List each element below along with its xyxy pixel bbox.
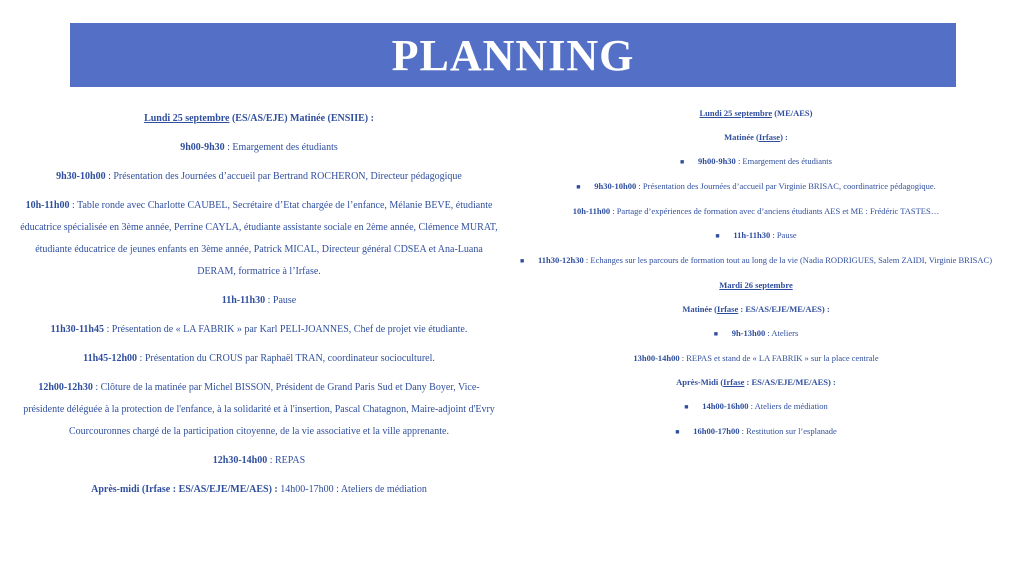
item-time: 11h-11h30 (221, 295, 266, 306)
bullet-icon: ■ (684, 403, 689, 411)
item-time: 12h00-12h30 (38, 382, 93, 393)
item-time: 9h30-10h00 (594, 181, 637, 191)
schedule-item (500, 226, 1012, 245)
item-time: 13h00-14h00 (633, 353, 680, 363)
item-text: : Clôture de la matinée par Michel BISSON, Président de Grand Paris Sud et Dany Boyer, Vice-présidente déléguée à la protection de l'enfance, à la solidarité et à l'insertion, Pascal Chatagnon, Maire-adjoint d'Evry Courcouronnes chargé de la participation citoyenne, de la vie associative et la ville apprenante. (23, 382, 495, 437)
session-label: Matinée ( (682, 304, 718, 314)
item-time: 9h-13h00 (731, 328, 766, 338)
schedule-item (500, 397, 1012, 416)
session-label: Matinée ( (724, 132, 759, 142)
schedule-item (500, 152, 1012, 171)
item-time: 11h30-11h45 (50, 324, 104, 335)
title-banner (70, 23, 956, 87)
left-day-detail: (ES/AS/EJE) Matinée (ENSIIE) : (229, 113, 374, 124)
item-text: : Présentation des Journées d’accueil par Virginie BRISAC, coordinatrice pédagogique. (636, 181, 936, 191)
day2-heading: Mardi 26 septembre (719, 280, 793, 290)
bullet-icon: ■ (675, 428, 680, 436)
right-day-date: Lundi 25 septembre (699, 108, 773, 118)
bullet-icon: ■ (576, 183, 581, 191)
item-text: : Pause (770, 230, 797, 240)
item-text: : Partage d’expériences de formation avec d’anciens étudiants AES et ME : Frédéric TASTES… (610, 206, 940, 216)
item-text: : Pause (265, 295, 297, 306)
schedule-item (20, 450, 498, 472)
schedule-item (20, 377, 498, 443)
schedule-item (500, 349, 1012, 367)
item-text: : Présentation des Journées d’accueil par Bertrand ROCHERON, Directeur pédagogique (105, 171, 462, 182)
item-text: : Présentation de « LA FABRIK » par Karl PELI-JOANNES, Chef de projet vie étudiante. (104, 324, 468, 335)
item-time: 9h00-9h30 (180, 142, 225, 153)
right-day-heading (500, 104, 1012, 122)
item-time: 11h45-12h00 (83, 353, 138, 364)
session-place: Irfase (723, 377, 745, 387)
item-text: : Table ronde avec Charlotte CAUBEL, Secrétaire d’Etat chargée de l’enfance, Mélanie BEVE, étudiante éducatrice spécialisée en 3ème année, Perrine CAYLA, étudiante assistante sociale en 2ème année, Clémence MURAT, étudiante éducatrice de jeunes enfants en 3ème année, Patrick MICAL, Directeur général CDSEA et Ana-Luana DERAM, formatrice à l’Irfase. (20, 200, 498, 277)
schedule-item (500, 422, 1012, 441)
item-time: 14h00-16h00 (702, 401, 749, 411)
schedule-item (20, 195, 498, 283)
schedule-item (20, 290, 498, 312)
schedule-item (20, 166, 498, 188)
session-heading (500, 373, 1012, 391)
session-suffix: ) : (780, 132, 788, 142)
right-day-detail: (ME/AES) (772, 108, 813, 118)
page-title: PLANNING (391, 30, 635, 80)
session-label: Après-Midi ( (676, 377, 724, 387)
item-text: : REPAS et stand de « LA FABRIK » sur la place centrale (679, 353, 879, 363)
item-time: 12h30-14h00 (212, 455, 268, 466)
item-time: 11h-11h30 (733, 230, 771, 240)
item-time: Après-midi (Irfase : ES/AS/EJE/ME/AES) : (91, 484, 278, 495)
session-suffix: : ES/AS/EJE/ME/AES) : (738, 304, 830, 314)
schedule-item (20, 137, 498, 159)
item-time: 10h-11h00 (572, 206, 611, 216)
schedule-item (20, 319, 498, 341)
session-suffix: : ES/AS/EJE/ME/AES) : (744, 377, 836, 387)
schedule-item (20, 348, 498, 370)
bullet-icon: ■ (519, 257, 525, 265)
left-day-date: Lundi 25 septembre (144, 113, 230, 124)
bullet-icon: ■ (715, 232, 720, 240)
bullet-icon: ■ (680, 158, 685, 166)
schedule-item (500, 202, 1012, 220)
item-text: : Restitution sur l’esplanade (739, 426, 837, 436)
schedule-item (500, 324, 1012, 343)
schedule-item (500, 177, 1012, 196)
schedule-item (500, 251, 1012, 270)
item-text: : Emargement des étudiants (224, 142, 338, 153)
session-place: Irfase (717, 304, 739, 314)
item-time: 9h00-9h30 (698, 156, 736, 166)
item-text: 14h00-17h00 : Ateliers de médiation (277, 484, 427, 495)
session-heading (500, 128, 1012, 146)
right-column (500, 104, 1012, 447)
bullet-icon: ■ (713, 330, 718, 338)
item-text: : Echanges sur les parcours de formation tout au long de la vie (Nadia RODRIGUES, Salem ZAIDI, Virginie BRISAC) (583, 255, 993, 265)
item-text: : Présentation du CROUS par Raphaël TRAN, coordinateur socioculturel. (137, 353, 435, 364)
schedule-item (20, 479, 498, 501)
item-time: 10h-11h00 (25, 200, 70, 211)
item-text: : REPAS (267, 455, 306, 466)
item-text: : Emargement des étudiants (735, 156, 832, 166)
session-place: Irfase (758, 132, 781, 142)
item-time: 16h00-17h00 (693, 426, 740, 436)
item-time: 9h30-10h00 (56, 171, 106, 182)
item-text: : Ateliers (765, 328, 799, 338)
item-text: : Ateliers de médiation (748, 401, 828, 411)
left-day-heading (20, 108, 498, 130)
item-time: 11h30-12h30 (537, 255, 584, 265)
left-column (20, 108, 498, 508)
session-heading (500, 300, 1012, 318)
